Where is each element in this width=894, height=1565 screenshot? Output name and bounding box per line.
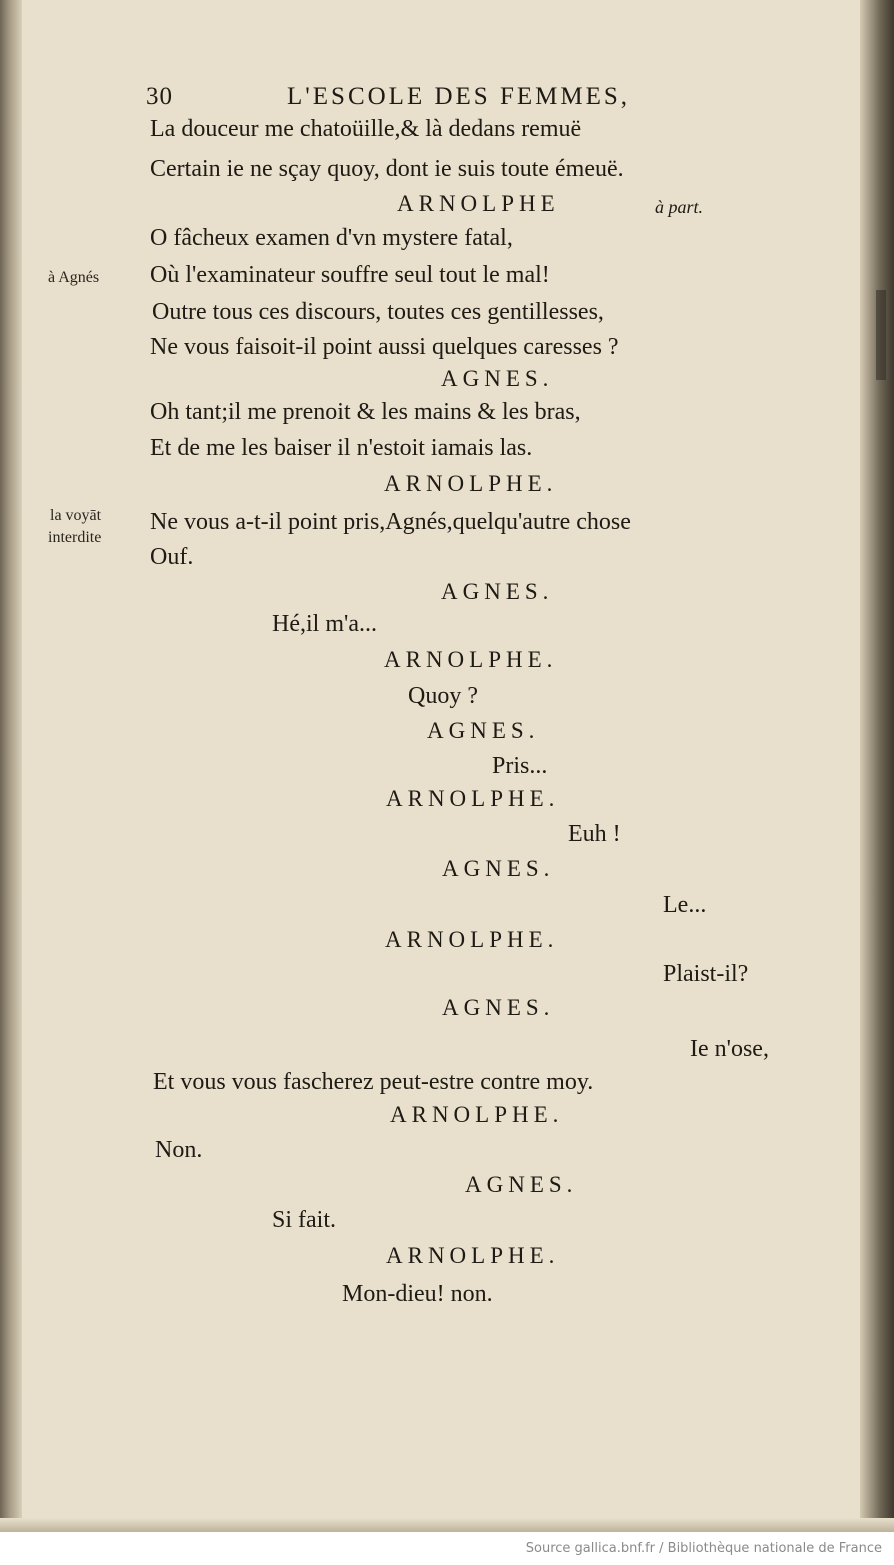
speaker-name: ARNOLPHE.	[384, 471, 558, 496]
binding-shadow	[876, 290, 886, 380]
margin-note: à Agnés	[48, 269, 100, 286]
verse-line: La douceur me chatoüille,& là dedans remuë	[150, 116, 582, 142]
verse-line: Hé,il m'a...	[272, 611, 377, 637]
running-title: L'ESCOLE DES FEMMES,	[287, 83, 631, 110]
verse-line: Où l'examinateur souffre seul tout le mal!	[150, 262, 550, 288]
speaker-name: AGNES.	[465, 1172, 578, 1197]
footer-bar	[0, 1532, 894, 1565]
speaker-name: ARNOLPHE	[397, 191, 560, 216]
verse-line: Et de me les baiser il n'estoit iamais las.	[150, 435, 533, 461]
verse-line: Quoy ?	[408, 683, 478, 709]
speaker-name: AGNES.	[441, 579, 554, 604]
page-bottom-edge	[0, 1518, 894, 1532]
stage-direction: à part.	[655, 197, 704, 217]
speaker-name: ARNOLPHE.	[384, 647, 558, 672]
speaker-name: ARNOLPHE.	[386, 786, 560, 811]
page-left-edge	[0, 0, 22, 1532]
verse-line: Ie n'ose,	[690, 1036, 769, 1062]
verse-line: Et vous vous fascherez peut-estre contre moy.	[153, 1069, 594, 1095]
verse-line: Ne vous faisoit-il point aussi quelques caresses ?	[150, 334, 619, 360]
page-number: 30	[146, 83, 173, 110]
margin-note: interdite	[48, 529, 102, 546]
source-credit: Source gallica.bnf.fr / Bibliothèque nationale de France	[525, 1541, 882, 1556]
verse-line: Pris...	[492, 753, 548, 779]
verse-line: Ne vous a-t-il point pris,Agnés,quelqu'autre chose	[150, 509, 631, 535]
verse-line: O fâcheux examen d'vn mystere fatal,	[150, 225, 513, 251]
verse-line: Outre tous ces discours, toutes ces gentillesses,	[152, 299, 604, 325]
page-right-edge	[860, 0, 894, 1532]
speaker-name: AGNES.	[427, 718, 540, 743]
verse-line: Non.	[155, 1137, 203, 1163]
speaker-name: ARNOLPHE.	[390, 1102, 564, 1127]
verse-line: Certain ie ne sçay quoy, dont ie suis toute émeuë.	[150, 156, 624, 182]
verse-line: Euh !	[568, 821, 621, 847]
verse-line: Plaist-il?	[663, 961, 749, 987]
verse-line: Oh tant;il me prenoit & les mains & les bras,	[150, 399, 581, 425]
speaker-name: ARNOLPHE.	[385, 927, 559, 952]
margin-note: la voyāt	[50, 507, 102, 524]
speaker-name: AGNES.	[442, 995, 555, 1020]
verse-line: Mon-dieu! non.	[342, 1281, 493, 1307]
verse-line: Si fait.	[272, 1207, 336, 1233]
verse-line: Le...	[663, 892, 707, 918]
speaker-name: AGNES.	[441, 366, 554, 391]
speaker-name: AGNES.	[442, 856, 555, 881]
speaker-name: ARNOLPHE.	[386, 1243, 560, 1268]
verse-line: Ouf.	[150, 544, 194, 570]
